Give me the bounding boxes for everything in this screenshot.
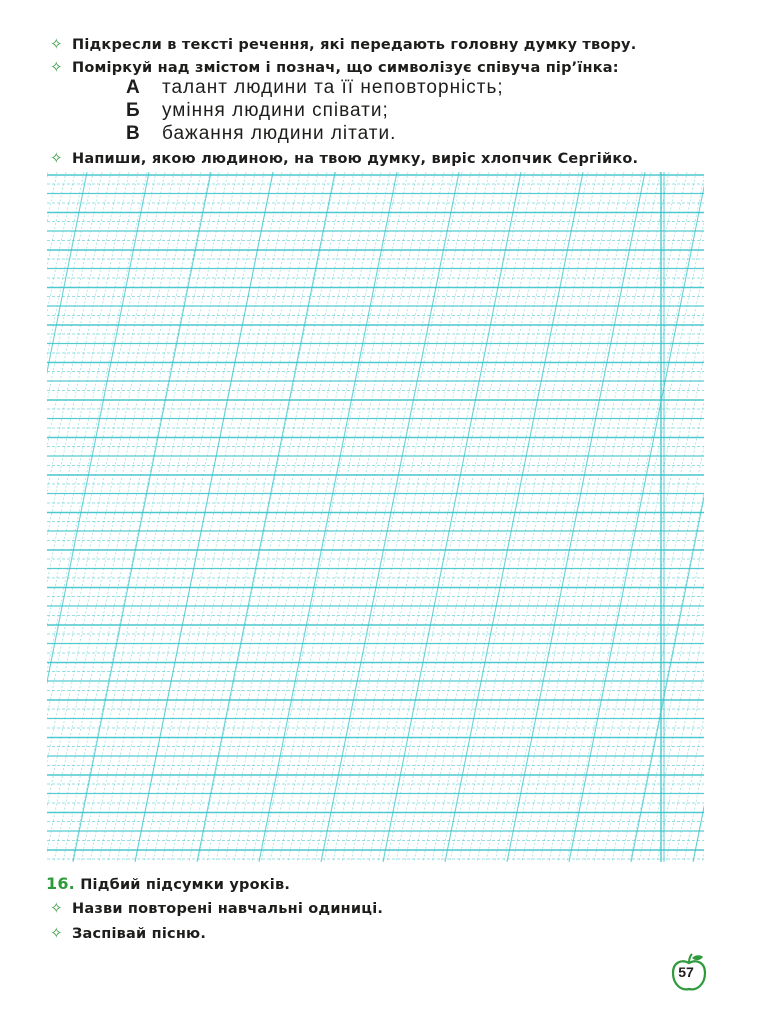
answer-option-a[interactable] xyxy=(126,77,504,99)
task-text: Підкресли в тексті речення, які передають головну думку твору. xyxy=(72,37,637,53)
task-text: Заспівай пісню. xyxy=(72,926,207,942)
task-underline-sentences xyxy=(50,35,636,54)
option-text: талант людини та її неповторність; xyxy=(162,77,504,98)
four-point-star-icon: ✧ xyxy=(50,35,63,53)
option-letter: А xyxy=(126,77,140,98)
answer-option-c[interactable] xyxy=(126,123,396,145)
option-letter: В xyxy=(126,123,140,144)
four-point-star-icon: ✧ xyxy=(50,149,63,167)
task-text: Поміркуй над змістом і познач, що символізує співуча пір’їнка: xyxy=(72,60,619,76)
option-text: бажання людини літати. xyxy=(162,123,397,144)
task-symbol-question xyxy=(50,58,619,77)
option-letter: Б xyxy=(126,100,140,121)
four-point-star-icon: ✧ xyxy=(50,924,63,942)
writing-area[interactable] xyxy=(47,172,704,862)
option-text: уміння людини співати; xyxy=(162,100,389,121)
task-16-item-1 xyxy=(50,899,383,918)
task-text: Назви повторені навчальні одиниці. xyxy=(72,901,384,917)
four-point-star-icon: ✧ xyxy=(50,58,63,76)
task-16-item-2 xyxy=(50,924,206,943)
four-point-star-icon: ✧ xyxy=(50,899,63,917)
task-title: Підбий підсумки уроків. xyxy=(80,877,291,893)
task-write-opinion xyxy=(50,149,638,168)
task-text: Напиши, якою людиною, на твою думку, виріс хлопчик Сергійко. xyxy=(72,151,639,167)
task-16-heading xyxy=(46,875,290,894)
answer-option-b[interactable] xyxy=(126,100,389,122)
page-number: 57 xyxy=(678,964,694,980)
task-number: 16. xyxy=(46,874,75,893)
